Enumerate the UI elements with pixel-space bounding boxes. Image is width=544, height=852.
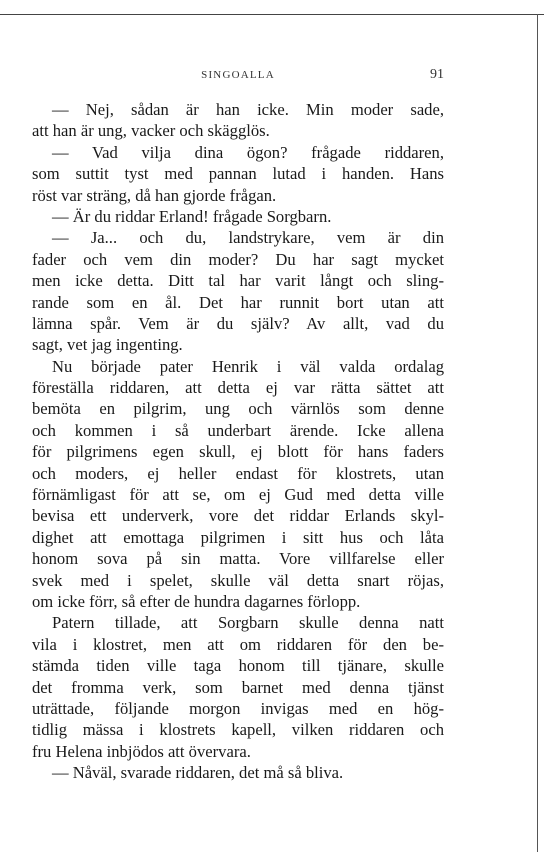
text-line: bemöta en pilgrim, ung och värnlös som denne — [32, 399, 444, 419]
text-line: Patern tillade, att Sorgbarn skulle denna natt — [52, 613, 444, 633]
text-line: för pilgrimens egen skull, ej blott för hans faders — [32, 442, 444, 462]
text-line: föreställa riddaren, att detta ej var rätta sättet att — [32, 378, 444, 398]
text-line: vila i klostret, men att om riddaren för den be- — [32, 634, 444, 654]
text-line: honom sova på sin matta. Vore villfarelse eller — [32, 549, 444, 569]
text-line: det fromma verk, som barnet med denna tjänst — [32, 677, 444, 697]
text-line: och moders, ej heller endast för klostrets, utan — [32, 463, 444, 483]
text-line: röst var sträng, då han gjorde frågan. — [32, 185, 277, 205]
text-line: Nu började pater Henrik i väl valda ordalag — [52, 356, 444, 376]
text-line: bevisa ett underverk, vore det riddar Erlands skyl- — [32, 506, 444, 526]
text-line: — Nej, sådan är han icke. Min moder sade, — [52, 100, 444, 119]
text-line: — Nåväl, svarade riddaren, det må så bliva. — [52, 763, 344, 783]
text-line: förnämligast för att se, om ej Gud med detta ville — [32, 485, 444, 505]
text-line: rande som en ål. Det har runnit bort utan att — [32, 292, 444, 312]
text-line: lämna spår. Vem är du själv? Av allt, vad du — [32, 313, 444, 333]
page-header — [32, 67, 444, 85]
text-line: och kommen i så underbart ärende. Icke allena — [32, 420, 444, 440]
text-line: — Vad vilja dina ögon? frågade riddaren, — [52, 142, 444, 162]
text-line: men icke detta. Ditt tal har varit långt och sling- — [32, 271, 444, 291]
body-text — [32, 99, 444, 784]
text-line: dighet att emottaga pilgrimen i sitt hus och låta — [32, 527, 444, 547]
text-line: — Är du riddar Erland! frågade Sorgbarn. — [52, 206, 332, 226]
text-line: fru Helena inbjödos att övervara. — [32, 741, 251, 761]
page-edge-right — [537, 14, 538, 852]
text-line: fader och vem din moder? Du har sagt mycket — [32, 249, 444, 269]
text-line: svek med i spelet, skulle väl detta snart röjas, — [32, 570, 444, 590]
text-line: stämda tiden ville taga honom till tjänare, skulle — [32, 656, 444, 676]
page-number: 91 — [430, 67, 444, 82]
page-edge-top — [0, 14, 544, 15]
text-line: som suttit tyst med pannan lutad i handen. Hans — [32, 164, 444, 184]
text-line: att han är ung, vacker och skägglös. — [32, 121, 270, 141]
text-line: om icke förr, så efter de hundra dagarnes förlopp. — [32, 591, 361, 611]
text-line: uträttade, följande morgon invigas med en hög- — [32, 698, 444, 718]
text-line: tidlig mässa i klostrets kapell, vilken riddaren och — [32, 720, 444, 740]
text-line: — Ja... och du, landstrykare, vem är din — [52, 228, 444, 248]
text-line: sagt, vet jag ingenting. — [32, 335, 183, 355]
running-title: SINGOALLA — [201, 69, 275, 81]
